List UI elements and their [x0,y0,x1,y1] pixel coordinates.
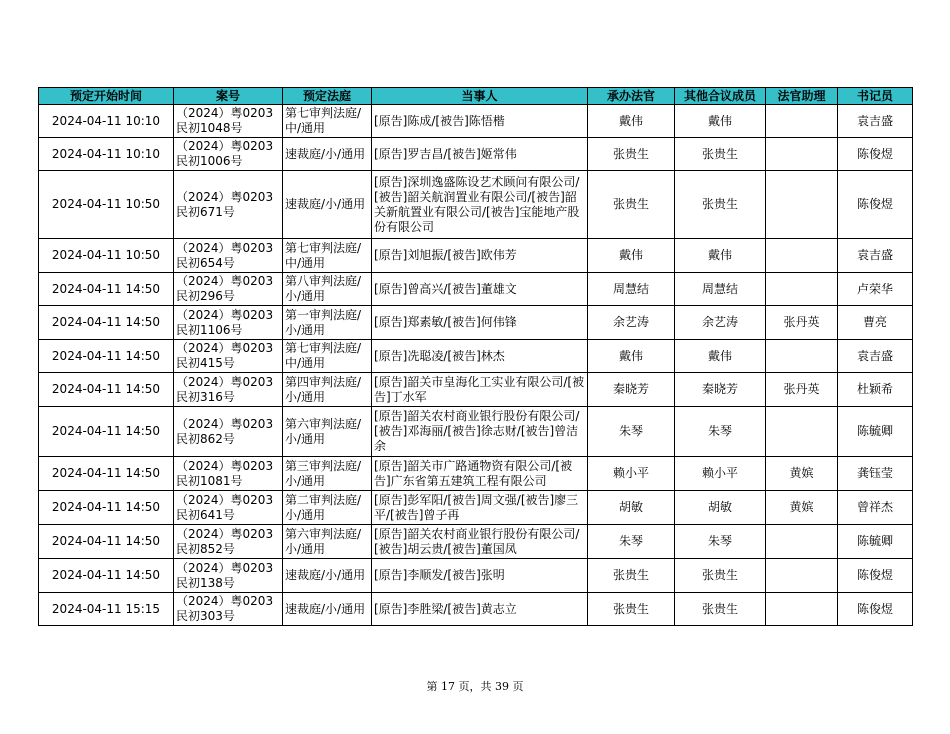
cell-start-time: 2024-04-11 14:50 [39,457,174,491]
cell-start-time: 2024-04-11 14:50 [39,340,174,373]
header-case-number: 案号 [174,88,283,105]
table-row [39,525,913,559]
cell-clerk: 陈俊煜 [838,138,913,171]
cell-parties: [原告]罗吉昌/[被告]姬常伟 [372,138,588,171]
cell-judge-assistant [766,138,838,171]
table-row [39,491,913,525]
cell-other-members: 张贵生 [675,593,766,626]
cell-case-number: （2024）粤0203民初296号 [174,273,283,306]
cell-clerk: 袁吉盛 [838,340,913,373]
cell-presiding-judge: 周慧结 [588,273,675,306]
cell-other-members: 朱琴 [675,407,766,457]
cell-case-number: （2024）粤0203民初852号 [174,525,283,559]
cell-clerk: 龚钰莹 [838,457,913,491]
cell-clerk: 袁吉盛 [838,239,913,273]
cell-presiding-judge: 朱琴 [588,525,675,559]
cell-clerk: 袁吉盛 [838,105,913,138]
table-header-row [39,88,913,105]
cell-clerk: 卢荣华 [838,273,913,306]
table-row [39,306,913,340]
cell-judge-assistant [766,171,838,239]
cell-parties: [原告]韶关农村商业银行股份有限公司/[被告]胡云贵/[被告]董国凤 [372,525,588,559]
cell-court: 速裁庭/小/通用 [283,171,372,239]
cell-parties: [原告]郑素敏/[被告]何伟锋 [372,306,588,340]
header-judge-assistant: 法官助理 [766,88,838,105]
cell-presiding-judge: 张贵生 [588,593,675,626]
cell-court: 第一审判法庭/小/通用 [283,306,372,340]
cell-other-members: 秦晓芳 [675,373,766,407]
cell-start-time: 2024-04-11 15:15 [39,593,174,626]
cell-start-time: 2024-04-11 10:50 [39,239,174,273]
table-row [39,239,913,273]
cell-start-time: 2024-04-11 14:50 [39,306,174,340]
cell-other-members: 戴伟 [675,105,766,138]
cell-start-time: 2024-04-11 14:50 [39,373,174,407]
cell-judge-assistant [766,340,838,373]
cell-case-number: （2024）粤0203民初1081号 [174,457,283,491]
cell-case-number: （2024）粤0203民初1006号 [174,138,283,171]
cell-presiding-judge: 余艺涛 [588,306,675,340]
cell-court: 第六审判法庭/小/通用 [283,525,372,559]
cell-other-members: 朱琴 [675,525,766,559]
cell-other-members: 张贵生 [675,171,766,239]
cell-parties: [原告]深圳逸盛陈设艺术顾问有限公司/[被告]韶关航润置业有限公司/[被告]韶关新航置业有限公司/[被告]宝能地产股份有限公司 [372,171,588,239]
cell-clerk: 杜颖希 [838,373,913,407]
cell-court: 第七审判法庭/中/通用 [283,340,372,373]
header-court: 预定法庭 [283,88,372,105]
cell-court: 第八审判法庭/小/通用 [283,273,372,306]
cell-case-number: （2024）粤0203民初303号 [174,593,283,626]
cell-start-time: 2024-04-11 10:10 [39,138,174,171]
cell-parties: [原告]冼聪凌/[被告]林杰 [372,340,588,373]
cell-judge-assistant [766,525,838,559]
cell-judge-assistant: 张丹英 [766,373,838,407]
cell-parties: [原告]韶关市广路通物资有限公司/[被告]广东省第五建筑工程有限公司 [372,457,588,491]
cell-clerk: 曾祥杰 [838,491,913,525]
cell-other-members: 周慧结 [675,273,766,306]
cell-parties: [原告]刘旭振/[被告]欧伟芳 [372,239,588,273]
cell-case-number: （2024）粤0203民初671号 [174,171,283,239]
cell-other-members: 张贵生 [675,559,766,593]
cell-presiding-judge: 戴伟 [588,340,675,373]
table-row [39,559,913,593]
cell-judge-assistant [766,593,838,626]
cell-start-time: 2024-04-11 10:50 [39,171,174,239]
table-row [39,273,913,306]
cell-start-time: 2024-04-11 10:10 [39,105,174,138]
cell-court: 第七审判法庭/中/通用 [283,239,372,273]
cell-judge-assistant: 黄嫔 [766,457,838,491]
cell-judge-assistant: 黄嫔 [766,491,838,525]
cell-other-members: 余艺涛 [675,306,766,340]
table-row [39,457,913,491]
table-row [39,407,913,457]
cell-clerk: 陈毓卿 [838,525,913,559]
table-row [39,138,913,171]
cell-start-time: 2024-04-11 14:50 [39,525,174,559]
cell-clerk: 陈毓卿 [838,407,913,457]
cell-parties: [原告]李胜梁/[被告]黄志立 [372,593,588,626]
cell-clerk: 陈俊煜 [838,559,913,593]
cell-parties: [原告]彭军阳/[被告]周文强/[被告]廖三平/[被告]曾子再 [372,491,588,525]
cell-presiding-judge: 戴伟 [588,105,675,138]
cell-court: 第四审判法庭/小/通用 [283,373,372,407]
cell-presiding-judge: 赖小平 [588,457,675,491]
cell-other-members: 赖小平 [675,457,766,491]
table-row [39,340,913,373]
cell-parties: [原告]曾高兴/[被告]董雄文 [372,273,588,306]
cell-presiding-judge: 张贵生 [588,559,675,593]
cell-clerk: 曹亮 [838,306,913,340]
cell-presiding-judge: 胡敏 [588,491,675,525]
cell-other-members: 戴伟 [675,239,766,273]
page-footer: 第 17 页，共 39 页 [426,680,524,693]
cell-presiding-judge: 戴伟 [588,239,675,273]
cell-other-members: 戴伟 [675,340,766,373]
cell-court: 第三审判法庭/小/通用 [283,457,372,491]
cell-other-members: 张贵生 [675,138,766,171]
table-row [39,171,913,239]
cell-case-number: （2024）粤0203民初415号 [174,340,283,373]
cell-case-number: （2024）粤0203民初138号 [174,559,283,593]
header-clerk: 书记员 [838,88,913,105]
cell-judge-assistant [766,273,838,306]
cell-court: 第二审判法庭/小/通用 [283,491,372,525]
cell-case-number: （2024）粤0203民初1048号 [174,105,283,138]
header-start-time: 预定开始时间 [39,88,174,105]
header-parties: 当事人 [372,88,588,105]
cell-start-time: 2024-04-11 14:50 [39,407,174,457]
cell-presiding-judge: 秦晓芳 [588,373,675,407]
cell-case-number: （2024）粤0203民初654号 [174,239,283,273]
hearing-schedule-table [38,87,913,626]
cell-judge-assistant [766,407,838,457]
cell-parties: [原告]李顺发/[被告]张明 [372,559,588,593]
cell-judge-assistant [766,559,838,593]
table-row [39,593,913,626]
cell-case-number: （2024）粤0203民初641号 [174,491,283,525]
cell-parties: [原告]陈成/[被告]陈悟楷 [372,105,588,138]
cell-court: 速裁庭/小/通用 [283,138,372,171]
cell-case-number: （2024）粤0203民初862号 [174,407,283,457]
cell-presiding-judge: 朱琴 [588,407,675,457]
cell-start-time: 2024-04-11 14:50 [39,491,174,525]
cell-court: 第六审判法庭/小/通用 [283,407,372,457]
cell-court: 第七审判法庭/中/通用 [283,105,372,138]
cell-parties: [原告]韶关农村商业银行股份有限公司/[被告]邓海丽/[被告]徐志财/[被告]曾洁余 [372,407,588,457]
header-other-members: 其他合议成员 [675,88,766,105]
cell-judge-assistant [766,105,838,138]
cell-judge-assistant: 张丹英 [766,306,838,340]
cell-judge-assistant [766,239,838,273]
header-presiding-judge: 承办法官 [588,88,675,105]
cell-parties: [原告]韶关市皇海化工实业有限公司/[被告]丁水军 [372,373,588,407]
cell-clerk: 陈俊煜 [838,593,913,626]
table-row [39,105,913,138]
cell-court: 速裁庭/小/通用 [283,559,372,593]
table-row [39,373,913,407]
cell-start-time: 2024-04-11 14:50 [39,273,174,306]
cell-other-members: 胡敏 [675,491,766,525]
cell-court: 速裁庭/小/通用 [283,593,372,626]
cell-start-time: 2024-04-11 14:50 [39,559,174,593]
cell-case-number: （2024）粤0203民初316号 [174,373,283,407]
cell-clerk: 陈俊煜 [838,171,913,239]
cell-presiding-judge: 张贵生 [588,171,675,239]
cell-presiding-judge: 张贵生 [588,138,675,171]
cell-case-number: （2024）粤0203民初1106号 [174,306,283,340]
